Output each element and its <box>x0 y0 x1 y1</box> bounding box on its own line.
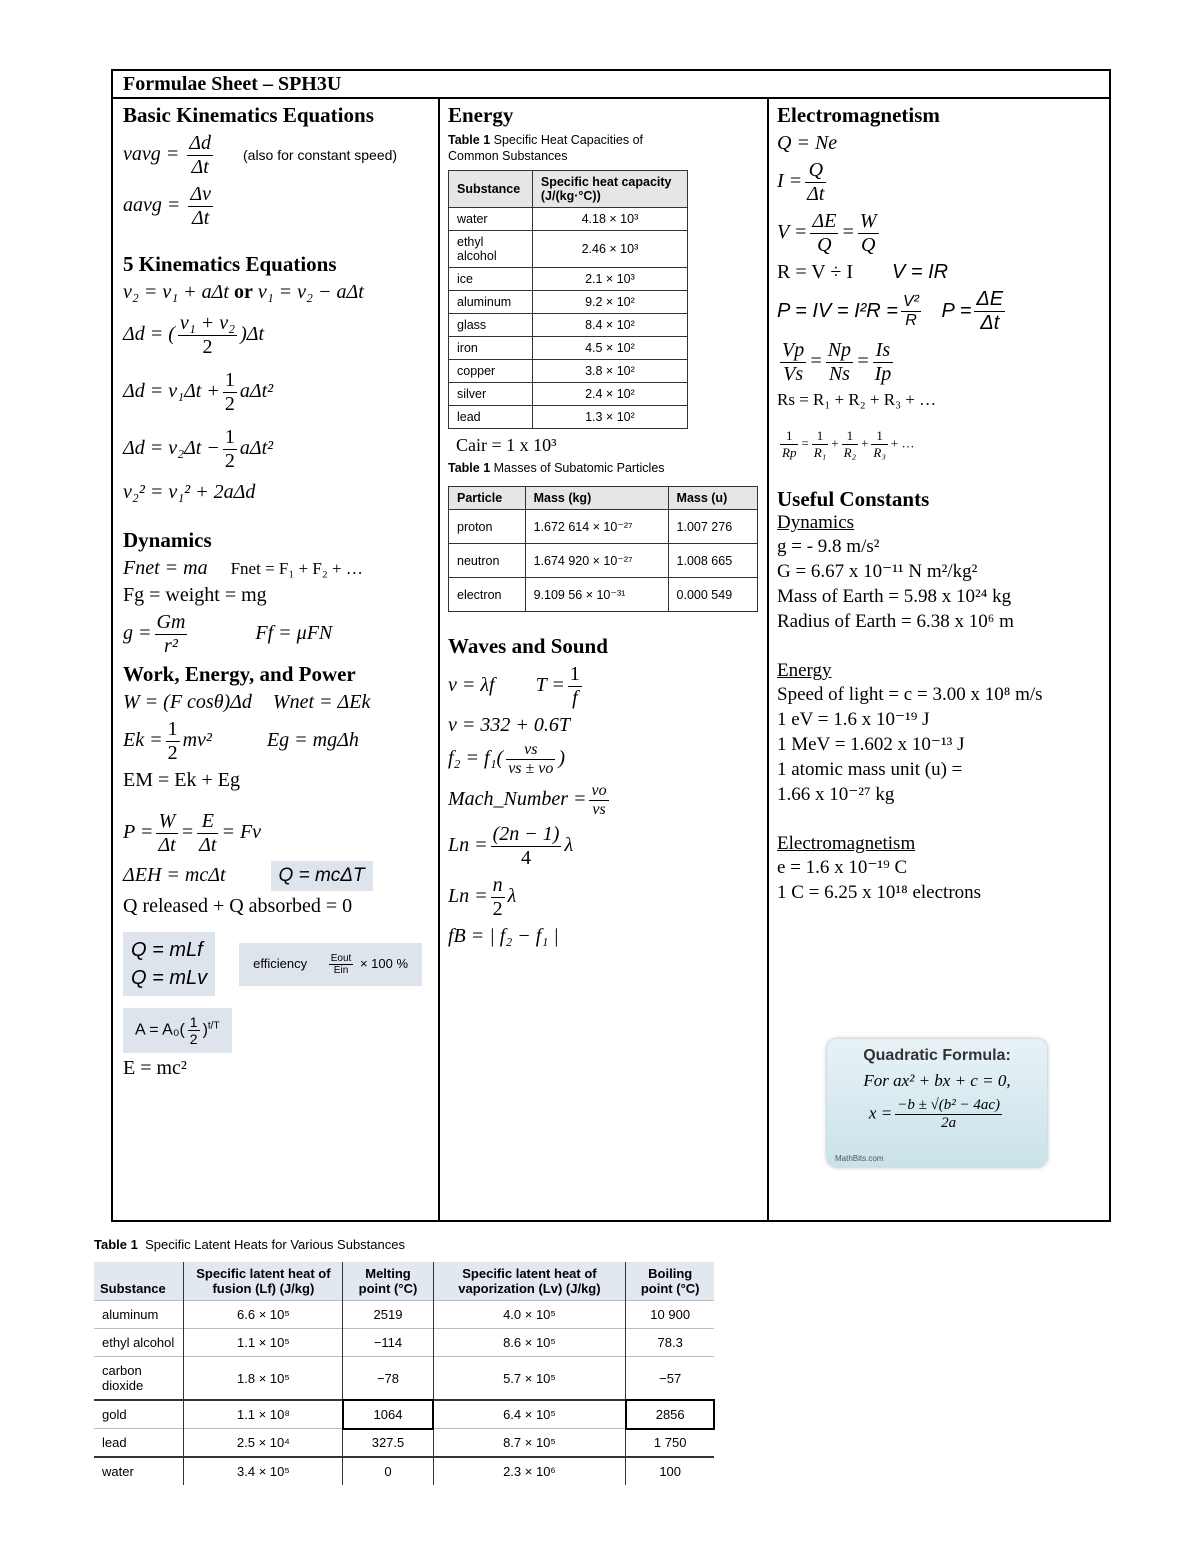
table-row <box>94 1457 714 1485</box>
table-cell: 2.5 × 10⁴ <box>184 1429 343 1458</box>
table-header-cell: Specific latent heat of vaporization (Lv) (J/kg) <box>433 1262 626 1301</box>
latent-efficiency-row <box>123 932 428 996</box>
charge-equation: Q = Ne <box>777 132 838 154</box>
efficiency-equation: efficiency Eout Ein × 100 % <box>239 943 422 986</box>
table-row <box>449 510 758 544</box>
table-row <box>94 1329 714 1357</box>
kinematics-eq2: Δd = ( $\frac{\text{v₁ + v₂}}{2}$ )Δt <box>123 312 265 358</box>
table-header-cell: Substance <box>94 1262 184 1301</box>
table-row <box>449 544 758 578</box>
g-constant: g = - 9.8 m/s² <box>777 536 880 557</box>
table-row <box>449 208 688 231</box>
table-cell: 3.8 × 10² <box>532 360 687 383</box>
power-equations: P = IV = I²R = $\frac{\text{V²}}{R}$ P = $\frac{\Delta E}{\Delta t}$ <box>777 288 1004 334</box>
mach-number-equation: Mach_Number = $\frac{vo}{vs}$ <box>448 782 607 818</box>
table-cell: 1.008 665 <box>668 544 757 578</box>
speed-of-sound-equation: v = 332 + 0.6T <box>448 714 570 736</box>
table-cell: 6.6 × 10⁵ <box>184 1301 343 1329</box>
table-cell: 8.7 × 10⁵ <box>433 1429 626 1458</box>
table-row <box>449 314 688 337</box>
kinematics-eq4: Δd = v₂Δt − $\frac{1}{2}$ aΔt² <box>123 426 274 472</box>
table-cell: 2.1 × 10³ <box>532 268 687 291</box>
table-cell: 1.8 × 10⁵ <box>184 1357 343 1401</box>
closed-pipe-equation: Ln = $\frac{(2n - 1)}{4}$ λ <box>448 823 574 869</box>
table-cell: 2.4 × 10² <box>532 383 687 406</box>
table-cell: 4.18 × 10³ <box>532 208 687 231</box>
table-cell: iron <box>449 337 533 360</box>
table-cell: 2856 <box>626 1400 714 1429</box>
table-row <box>94 1400 714 1429</box>
quadratic-formula-box <box>827 1039 1047 1167</box>
table-header-cell: Specific latent heat of fusion (Lf) (J/kg) <box>184 1262 343 1301</box>
table-cell: 2.3 × 10⁶ <box>433 1457 626 1485</box>
table-row <box>449 268 688 291</box>
table-cell: ethyl alcohol <box>94 1329 184 1357</box>
table-row <box>449 231 688 268</box>
c-air-value: Cair = 1 x 10³ <box>456 435 557 455</box>
heading-basic-kinematics: Basic Kinematics Equations <box>123 103 374 127</box>
table-row <box>94 1301 714 1329</box>
table-cell: 1064 <box>343 1400 433 1429</box>
atomic-mass-unit-value: 1.66 x 10⁻²⁷ kg <box>777 784 895 805</box>
doppler-equation: f₂ = f₁( $\frac{vs}{vs \pm vo}$ ) <box>448 741 566 777</box>
mega-electron-volt: 1 MeV = 1.602 x 10⁻¹³ J <box>777 734 965 755</box>
heading-dynamics: Dynamics <box>123 528 212 552</box>
kinematics-column <box>113 99 438 1220</box>
table-row <box>449 383 688 406</box>
ohms-law-equations: R = V ÷ I V = IR <box>777 261 949 283</box>
table-row <box>449 578 758 612</box>
subatomic-mass-caption: Table 1 Masses of Subatomic Particles <box>448 461 665 475</box>
speed-of-light: Speed of light = c = 3.00 x 10⁸ m/s <box>777 684 1043 705</box>
elementary-charge: e = 1.6 x 10⁻¹⁹ C <box>777 857 908 878</box>
table-header-cell: Mass (u) <box>668 487 757 510</box>
table-cell: 1 750 <box>626 1429 714 1458</box>
table-cell: 4.5 × 10² <box>532 337 687 360</box>
heat-capacity-table <box>448 170 688 429</box>
radius-of-earth: Radius of Earth = 6.38 x 10⁶ m <box>777 611 1014 632</box>
table-cell: 78.3 <box>626 1329 714 1357</box>
latent-heat-equations: Q = mLf Q = mLv <box>123 932 215 996</box>
table-cell: 5.7 × 10⁵ <box>433 1357 626 1401</box>
table-cell: aluminum <box>449 291 533 314</box>
table-cell: 8.4 × 10² <box>532 314 687 337</box>
table-cell: −78 <box>343 1357 433 1401</box>
table-cell: 10 900 <box>626 1301 714 1329</box>
table-header-cell: Specific heat capacity (J/(kg·°C)) <box>532 171 687 208</box>
table-cell: 1.3 × 10² <box>532 406 687 429</box>
work-equations: W = (F cosθ)Δd Wnet = ΔEk <box>123 691 371 713</box>
table-cell: 327.5 <box>343 1429 433 1458</box>
table-cell: −57 <box>626 1357 714 1401</box>
table-cell: neutron <box>449 544 526 578</box>
beat-frequency-equation: fB = | f₂ − f₁ | <box>448 925 559 947</box>
fg-equation: Fg = weight = mg <box>123 584 267 606</box>
voltage-equation: V = $\frac{\Delta E}{Q}$ = $\frac{W}{Q}$ <box>777 210 877 256</box>
subatomic-mass-table <box>448 486 758 612</box>
wave-speed-equation: v = λf T = $\frac{1}{f}$ <box>448 663 580 709</box>
table-cell: 6.4 × 10⁵ <box>433 1400 626 1429</box>
table-row <box>94 1429 714 1458</box>
table-cell: water <box>94 1457 184 1485</box>
kinematics-eq3: Δd = v₁Δt + $\frac{1}{2}$ aΔt² <box>123 369 274 415</box>
table-cell: silver <box>449 383 533 406</box>
mechanical-energy-equation: EM = Ek + Eg <box>123 769 240 791</box>
table-cell: water <box>449 208 533 231</box>
table-cell: 1.007 276 <box>668 510 757 544</box>
table-cell: 1.1 × 10⁸ <box>184 1400 343 1429</box>
table-header-cell: Boiling point (°C) <box>626 1262 714 1301</box>
heading-waves-sound: Waves and Sound <box>448 634 608 658</box>
table-cell: 0 <box>343 1457 433 1485</box>
coulomb-electrons: 1 C = 6.25 x 10¹⁸ electrons <box>777 882 982 903</box>
vavg-equation: vavg = $\frac{\Delta d}{\Delta t}$ (also for constant speed) <box>123 132 398 178</box>
mass-of-earth: Mass of Earth = 5.98 x 10²⁴ kg <box>777 586 1012 607</box>
table-cell: −114 <box>343 1329 433 1357</box>
latent-heat-table <box>94 1262 714 1485</box>
electron-volt: 1 eV = 1.6 x 10⁻¹⁹ J <box>777 709 930 730</box>
table-cell: 100 <box>626 1457 714 1485</box>
table-cell: 2519 <box>343 1301 433 1329</box>
subheading-energy: Energy <box>777 660 832 681</box>
heat-balance-equation: Q released + Q absorbed = 0 <box>123 895 353 917</box>
table-cell: electron <box>449 578 526 612</box>
mass-energy-equation: E = mc² <box>123 1057 187 1079</box>
table-row <box>449 337 688 360</box>
table-cell: copper <box>449 360 533 383</box>
table-cell: 0.000 549 <box>668 578 757 612</box>
subheading-electromagnetism: Electromagnetism <box>777 833 916 854</box>
atomic-mass-unit-label: 1 atomic mass unit (u) = <box>777 759 963 780</box>
table-cell: 4.0 × 10⁵ <box>433 1301 626 1329</box>
kinetic-potential-equations: Ek = $\frac{1}{2}$ mv² Eg = mgΔh <box>123 718 359 764</box>
aavg-equation: aavg = $\frac{\Delta v}{\Delta t}$ <box>123 183 211 229</box>
table-cell: 1.674 920 × 10⁻²⁷ <box>525 544 668 578</box>
table-cell: proton <box>449 510 526 544</box>
mathbits-credit: MathBits.com <box>835 1154 884 1163</box>
table-row <box>449 291 688 314</box>
heat-capacity-caption: Table 1 Specific Heat Capacities of Common Substances <box>448 133 644 163</box>
table-cell: carbon dioxide <box>94 1357 184 1401</box>
table-cell: 2.46 × 10³ <box>532 231 687 268</box>
heading-useful-constants: Useful Constants <box>777 487 930 511</box>
kinematics-eq1: v₂ = v₁ + aΔt or v₁ = v₂ − aΔt <box>123 281 364 303</box>
heading-five-kinematics: 5 Kinematics Equations <box>123 252 337 276</box>
gravity-equation: g = $\frac{Gm}{\text{r²}}$ Ff = μFN <box>123 611 333 657</box>
quadratic-title: Quadratic Formula: <box>863 1047 1011 1064</box>
table-cell: 9.109 56 × 10⁻³¹ <box>525 578 668 612</box>
latent-heat-caption: Table 1 Specific Latent Heats for Various Substances <box>94 1237 405 1252</box>
table-row <box>94 1357 714 1401</box>
table-cell: aluminum <box>94 1301 184 1329</box>
quadratic-solution: x = $\frac{\text{−b ± √(b² − 4ac)}}{2a}$ <box>868 1097 1001 1131</box>
heat-equations: ΔEH = mcΔt Q = mcΔT <box>123 861 428 891</box>
heading-work-energy-power: Work, Energy, and Power <box>123 662 356 686</box>
open-pipe-equation: Ln = $\frac{n}{2}$ λ <box>448 874 517 920</box>
table-header-cell: Particle <box>449 487 526 510</box>
G-constant: G = 6.67 x 10⁻¹¹ N m²/kg² <box>777 561 978 582</box>
transformer-equation: $\frac{Vp}{Vs}$ = $\frac{Np}{Ns}$ = $\frac{Is}{Ip}$ <box>782 339 892 385</box>
parallel-resistance-equation: $\frac{1}{Rp}$ = $\frac{1}{\text{R₁}}$ + $\frac{1}{\text{R₂}}$ + $\frac{1}{\text{R₃}}$ + … <box>782 428 915 460</box>
half-life-equation: A = A₀( $\frac{1}{2}$ )$^{t/T}$ <box>123 1008 232 1053</box>
current-equation: I = $\frac{Q}{\Delta t}$ <box>777 159 825 205</box>
fnet-equations: Fnet = ma Fnet = F₁ + F₂ + … <box>123 557 363 579</box>
heading-energy: Energy <box>448 103 514 127</box>
formula-sheet <box>111 69 1111 1222</box>
table-cell: ethyl alcohol <box>449 231 533 268</box>
table-cell: glass <box>449 314 533 337</box>
table-cell: 9.2 × 10² <box>532 291 687 314</box>
table-cell: lead <box>449 406 533 429</box>
table-cell: 1.1 × 10⁵ <box>184 1329 343 1357</box>
table-row <box>449 406 688 429</box>
energy-column <box>438 99 767 1220</box>
series-resistance-equation: Rs = R₁ + R₂ + R₃ + … <box>777 390 937 409</box>
table-cell: ice <box>449 268 533 291</box>
table-row <box>449 360 688 383</box>
table-header-cell: Mass (kg) <box>525 487 668 510</box>
sheet-title: Formulae Sheet – SPH3U <box>113 71 1109 99</box>
table-cell: 1.672 614 × 10⁻²⁷ <box>525 510 668 544</box>
heading-electromagnetism: Electromagnetism <box>777 103 940 127</box>
table-cell: lead <box>94 1429 184 1458</box>
table-cell: gold <box>94 1400 184 1429</box>
table-header-cell: Substance <box>449 171 533 208</box>
power-equation: P = $\frac{W}{\Delta t}$ = $\frac{E}{\Delta t}$ = Fv <box>123 810 262 856</box>
electromagnetism-column <box>767 99 1111 1220</box>
table-header-cell: Melting point (°C) <box>343 1262 433 1301</box>
table-cell: 8.6 × 10⁵ <box>433 1329 626 1357</box>
quadratic-condition: For ax² + bx + c = 0, <box>863 1071 1011 1090</box>
kinematics-eq5: v₂² = v₁² + 2aΔd <box>123 481 256 503</box>
subheading-dynamics: Dynamics <box>777 512 855 533</box>
table-cell: 3.4 × 10⁵ <box>184 1457 343 1485</box>
